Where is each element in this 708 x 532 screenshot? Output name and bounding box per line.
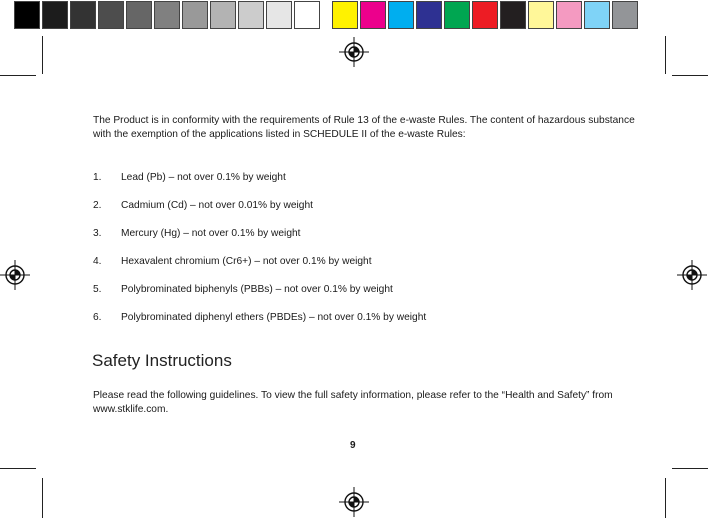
list-item-number: 1. bbox=[93, 172, 102, 183]
color-swatch bbox=[416, 1, 442, 29]
color-swatch bbox=[584, 1, 610, 29]
color-swatch bbox=[210, 1, 236, 29]
color-swatch bbox=[182, 1, 208, 29]
crop-mark bbox=[665, 36, 666, 74]
crop-mark bbox=[0, 75, 36, 76]
color-swatch bbox=[70, 1, 96, 29]
list-item-number: 3. bbox=[93, 228, 102, 239]
color-swatch bbox=[500, 1, 526, 29]
list-item-text: Lead (Pb) – not over 0.1% by weight bbox=[121, 172, 286, 183]
color-swatch bbox=[528, 1, 554, 29]
list-item-text: Mercury (Hg) – not over 0.1% by weight bbox=[121, 228, 301, 239]
list-item-number: 5. bbox=[93, 284, 102, 295]
list-item-number: 2. bbox=[93, 200, 102, 211]
color-swatch bbox=[266, 1, 292, 29]
list-item-text: Hexavalent chromium (Cr6+) – not over 0.1% by weight bbox=[121, 256, 372, 267]
list-item-number: 4. bbox=[93, 256, 102, 267]
intro-line-2: with the exemption of the applications listed in SCHEDULE II of the e-waste Rules: bbox=[93, 129, 466, 140]
list-item-text: Polybrominated diphenyl ethers (PBDEs) – not over 0.1% by weight bbox=[121, 312, 427, 323]
crop-mark bbox=[665, 478, 666, 518]
list-item-number: 6. bbox=[93, 312, 102, 323]
color-calibration-bar bbox=[14, 1, 668, 29]
crop-mark bbox=[42, 478, 43, 518]
registration-mark-icon bbox=[0, 260, 30, 290]
color-swatch bbox=[238, 1, 264, 29]
color-swatch bbox=[98, 1, 124, 29]
color-swatch bbox=[388, 1, 414, 29]
page-number: 9 bbox=[350, 440, 356, 451]
crop-mark bbox=[672, 75, 708, 76]
crop-mark bbox=[0, 468, 36, 469]
crop-mark bbox=[42, 36, 43, 74]
color-swatch bbox=[14, 1, 40, 29]
safety-line-2: www.stklife.com. bbox=[93, 404, 169, 415]
intro-line-1: The Product is in conformity with the requirements of Rule 13 of the e-waste Rules. The content of hazardous substance bbox=[93, 115, 635, 126]
color-swatch bbox=[612, 1, 638, 29]
color-swatch bbox=[360, 1, 386, 29]
color-swatch bbox=[472, 1, 498, 29]
list-item-text: Cadmium (Cd) – not over 0.01% by weight bbox=[121, 200, 313, 211]
registration-mark-icon bbox=[339, 487, 369, 517]
safety-line-1: Please read the following guidelines. To view the full safety information, please refer to the “Health and Safety” from bbox=[93, 390, 613, 401]
color-swatch bbox=[294, 1, 320, 29]
color-swatch bbox=[42, 1, 68, 29]
color-swatch bbox=[332, 1, 358, 29]
safety-heading: Safety Instructions bbox=[92, 351, 232, 370]
color-swatch bbox=[154, 1, 180, 29]
color-swatch bbox=[556, 1, 582, 29]
crop-mark bbox=[672, 468, 708, 469]
registration-mark-icon bbox=[677, 260, 707, 290]
color-swatch bbox=[444, 1, 470, 29]
registration-mark-icon bbox=[339, 37, 369, 67]
list-item-text: Polybrominated biphenyls (PBBs) – not over 0.1% by weight bbox=[121, 284, 393, 295]
color-swatch bbox=[126, 1, 152, 29]
